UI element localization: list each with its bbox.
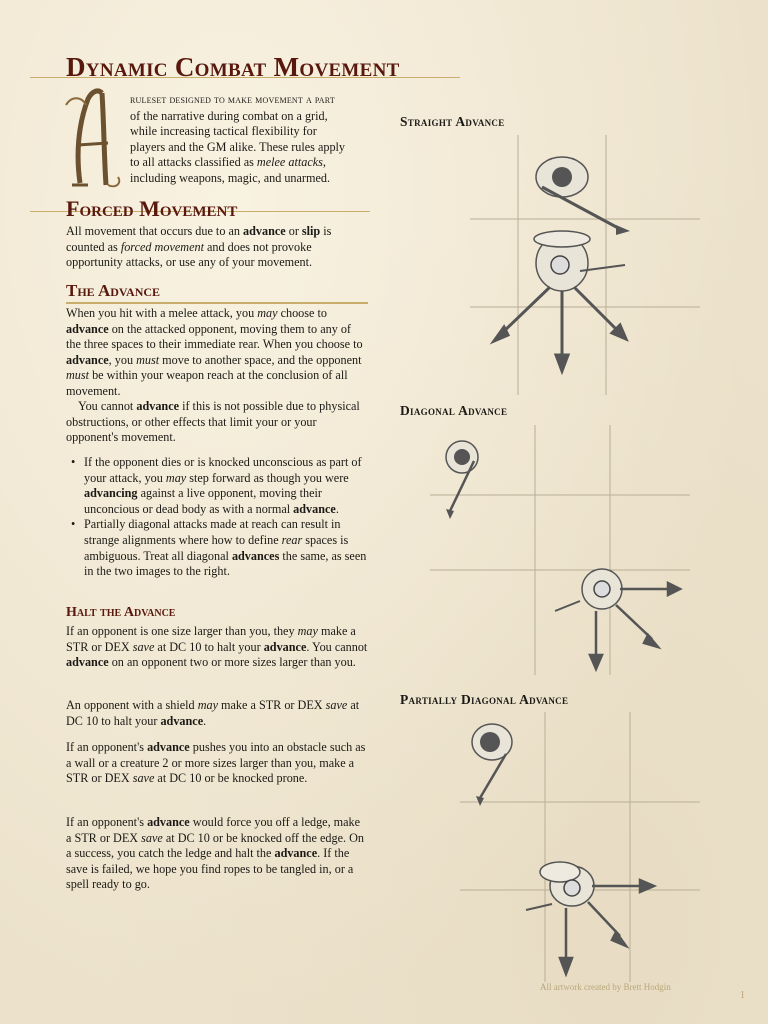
list-item: • If the opponent dies or is knocked unconscious as part of your attack, you may step forward as though you were advancing against a live opponent, moving their unconcious or dead body as with a normal advance. bbox=[66, 455, 368, 517]
halt-text-2: An opponent with a shield may make a STR or DEX save at DC 10 to halt your advance. bbox=[66, 698, 360, 728]
defender-token-icon bbox=[534, 231, 625, 291]
heading-underline bbox=[66, 302, 368, 304]
intro-paragraph bbox=[130, 92, 375, 187]
defender-token-icon bbox=[555, 569, 622, 611]
intro-line: players and the GM alike. These rules apply bbox=[130, 139, 346, 154]
list-item: • Partially diagonal attacks made at reach can result in strange alignments where how to define rear spaces is ambiguous. Treat all diagonal advances the same, as seen in the two images to the right. bbox=[66, 517, 368, 579]
halt-text-1: If an opponent is one size larger than you, they may make a STR or DEX save at DC 10 to halt your advance. You cannot advance on an opponent two or more sizes larger than you. bbox=[66, 624, 368, 670]
page-title: Dynamic Combat Movement bbox=[66, 52, 400, 82]
dropcap-a-icon bbox=[58, 85, 128, 195]
page-number: 1 bbox=[740, 990, 745, 1001]
intro-line: while increasing tactical flexibility for bbox=[130, 124, 317, 139]
intro-line: including weapons, magic, and unarmed. bbox=[130, 170, 331, 185]
intro-caps: ruleset designed to make movement a part bbox=[130, 94, 335, 106]
diagonal-advance-diagram bbox=[430, 425, 690, 675]
partial-diagonal-advance-diagram bbox=[460, 712, 700, 982]
heading-the-advance: The Advance bbox=[66, 281, 161, 300]
straight-advance-diagram bbox=[470, 135, 700, 395]
intro-line: to all attacks classified as melee attacks, bbox=[130, 155, 326, 170]
advance-bullets bbox=[66, 455, 368, 580]
figure-title-diagonal: Diagonal Advance bbox=[400, 403, 508, 418]
heading-halt-the-advance: Halt the Advance bbox=[66, 605, 176, 620]
advance-text-1: When you hit with a melee attack, you may choose to advance on the attacked opponent, moving them to any of the three spaces to their immediate rear. When you choose to advance, you must move to another space, and the opponent must be within your weapon reach at the conclusion of all movement. bbox=[66, 306, 363, 398]
halt-text-4: If an opponent's advance would force you off a ledge, make a STR or DEX save at DC 10 or be knocked off the edge. On a success, you catch the ledge and halt the advance. If the save is failed, we hope you find ropes to be tangled in, or a spell ready to go. bbox=[66, 815, 364, 892]
heading-forced-movement: Forced Movement bbox=[66, 196, 238, 221]
attacker-token-icon bbox=[472, 724, 512, 806]
halt-text-3: If an opponent's advance pushes you into an obstacle such as a wall or a creature 2 or more sizes larger than you, make a STR or DEX save at DC 10 or be knocked prone. bbox=[66, 740, 366, 786]
intro-line: of the narrative during combat on a grid, bbox=[130, 108, 328, 123]
attacker-token-icon bbox=[446, 441, 478, 519]
artwork-credit: All artwork created by Brett Hodgin bbox=[540, 982, 671, 992]
forced-movement-text: All movement that occurs due to an advance or slip is counted as forced movement and does not provoke opportunity attacks, or use any of your movement. bbox=[66, 224, 332, 270]
advance-text-2: You cannot advance if this is not possible due to physical obstructions, or other effects that limit your or your opponent's movement. bbox=[66, 399, 360, 445]
figure-title-partial: Partially Diagonal Advance bbox=[400, 692, 569, 707]
defender-token-icon bbox=[526, 862, 594, 910]
figure-title-straight: Straight Advance bbox=[400, 114, 505, 129]
attacker-token-icon bbox=[536, 157, 630, 235]
